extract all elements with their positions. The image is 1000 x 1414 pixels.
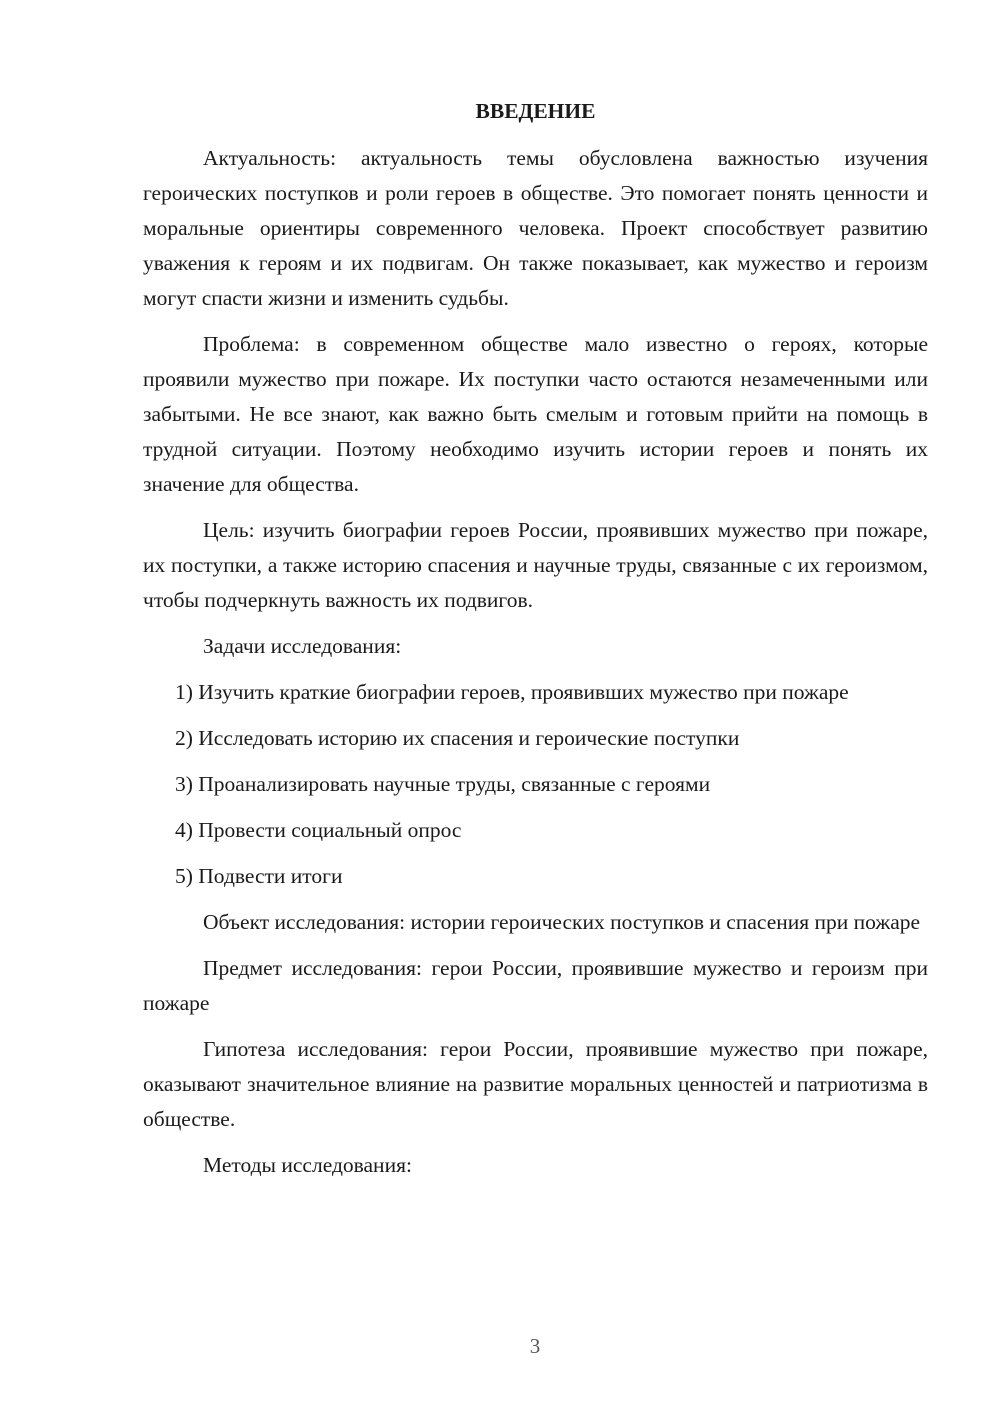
task-item-4: 4) Провести социальный опрос <box>175 818 462 842</box>
object-paragraph: Объект исследования: истории героических поступков и спасения при пожаре <box>203 910 921 934</box>
task-item-3: 3) Проанализировать научные труды, связанные с героями <box>175 772 711 796</box>
goal-paragraph: Цель: изучить биографии героев России, проявивших мужество при пожаре, их поступки, а также историю спасения и научные труды, связанные с их героизмом, чтобы подчеркнуть важность их подвигов. <box>143 518 928 612</box>
problem-paragraph: Проблема: в современном обществе мало известно о героях, которые проявили мужество при пожаре. Их поступки часто остаются незамеченными или забытыми. Не все знают, как важно быть смелым и готовым прийти на помощь в трудной ситуации. Поэтому необходимо изучить истории героев и понять их значение для общества. <box>143 332 928 496</box>
hypothesis-paragraph: Гипотеза исследования: герои России, проявившие мужество при пожаре, оказывают значительное влияние на развитие моральных ценностей и патриотизма в обществе. <box>143 1037 928 1131</box>
section-title: ВВЕДЕНИЕ <box>475 99 596 123</box>
document-page <box>143 94 928 1194</box>
task-item-2: 2) Исследовать историю их спасения и героические поступки <box>175 726 740 750</box>
relevance-paragraph: Актуальность: актуальность темы обусловлена важностью изучения героических поступков и роли героев в обществе. Это помогает понять ценности и моральные ориентиры современного человека. Проект способствует развитию уважения к героям и их подвигам. Он также показывает, как мужество и героизм могут спасти жизни и изменить судьбы. <box>143 146 928 310</box>
task-item-5: 5) Подвести итоги <box>175 864 343 888</box>
methods-heading: Методы исследования: <box>203 1153 412 1177</box>
tasks-heading: Задачи исследования: <box>203 634 402 658</box>
subject-paragraph: Предмет исследования: герои России, проявившие мужество и героизм при пожаре <box>143 956 928 1015</box>
page-number: 3 <box>529 1334 541 1358</box>
task-item-1: 1) Изучить краткие биографии героев, проявивших мужество при пожаре <box>175 680 849 704</box>
